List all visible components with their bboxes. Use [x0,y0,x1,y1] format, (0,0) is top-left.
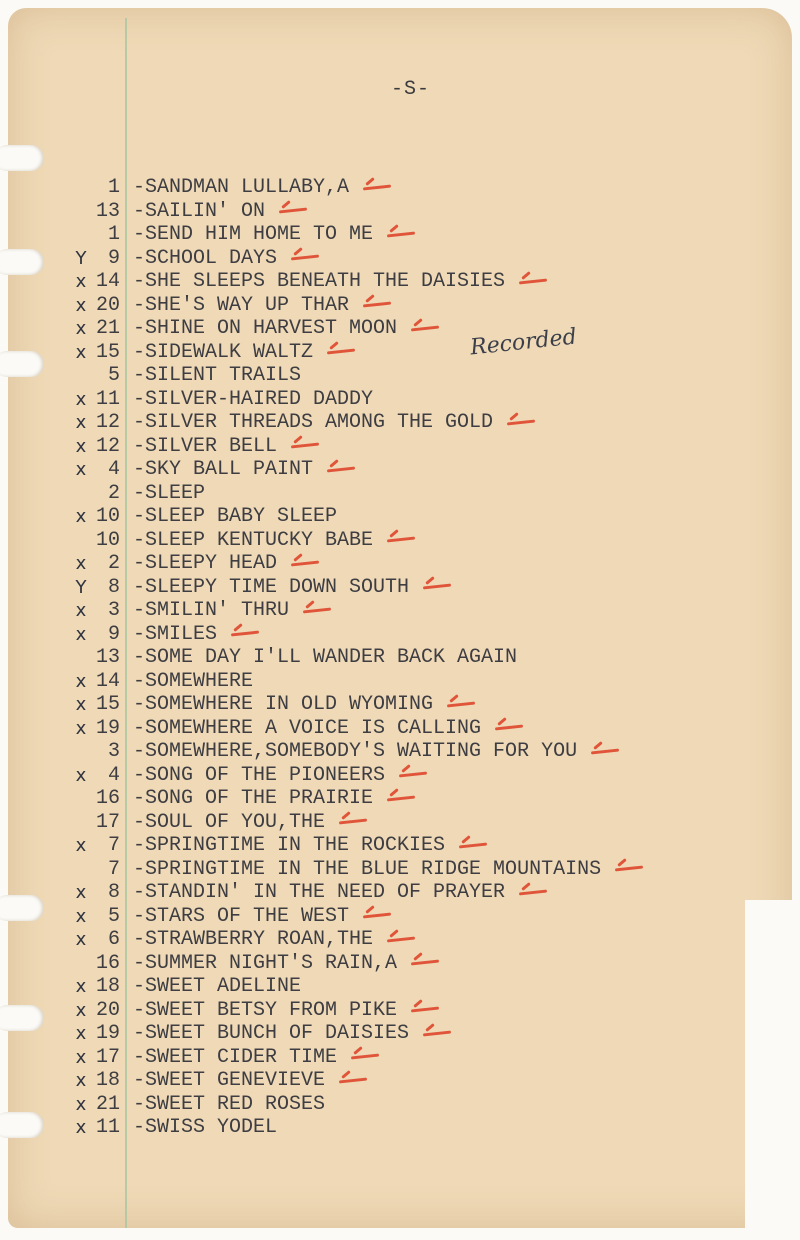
check-mark: x [75,882,87,903]
entry-number: 19 [95,716,120,740]
check-mark: x [75,835,87,856]
entry-number: 1 [107,223,120,246]
list-item [8,505,788,529]
red-check-icon [423,1028,451,1038]
check-mark: x [75,271,87,292]
song-title-text: -SHE SLEEPS BENEATH THE DAISIES [133,270,506,293]
entry-number: 12 [95,434,120,458]
entry-number: 5 [107,904,120,928]
red-check-icon [339,816,367,826]
red-check-icon [423,581,451,591]
check-mark: x [75,623,87,645]
red-check-icon [459,840,487,850]
song-title [133,411,535,435]
song-title [133,341,355,365]
song-title-text: -SCHOOL DAYS [133,246,278,270]
check-mark: x [75,764,87,786]
red-check-icon [363,910,391,920]
song-title-text: -SILENT TRAILS [133,364,302,387]
list-item [8,552,788,576]
red-check-icon [399,769,427,779]
song-title-text: -SLEEPY HEAD [133,552,278,575]
red-check-icon [447,699,475,709]
song-title-text: -SOMEWHERE A VOICE IS CALLING [133,716,482,740]
song-title-text: -SWEET CIDER TIME [133,1045,338,1069]
entry-number: 20 [95,998,120,1022]
check-mark: x [75,459,87,480]
list-item [8,341,788,365]
song-title-text: -SOUL OF YOU,THE [133,810,326,834]
song-title-text: -SONG OF THE PIONEERS [133,763,386,787]
song-title [133,200,307,224]
song-title [133,811,367,835]
song-title-text: -STANDIN' IN THE NEED OF PRAYER [133,881,506,904]
check-mark: x [75,553,87,574]
list-item [8,740,788,764]
entry-number: 11 [95,387,120,411]
list-item [8,1093,788,1117]
list-item [8,646,788,670]
paper-page [8,8,792,1228]
list-item [8,881,788,905]
song-title [133,787,415,811]
song-title [133,364,301,388]
entry-number: 15 [95,340,120,364]
check-mark: Y [75,576,87,598]
red-check-icon [231,628,259,638]
song-title-text: -SHINE ON HARVEST MOON [133,317,398,340]
list-item [8,294,788,318]
list-item [8,975,788,999]
song-title-text: -SEND HIM HOME TO ME [133,223,374,246]
entry-number: 7 [107,834,120,857]
red-check-icon [291,558,319,568]
entry-number: 15 [95,693,120,716]
song-title [133,717,523,741]
red-check-icon [387,793,415,803]
entry-number: 13 [95,199,120,223]
check-mark: x [75,600,87,621]
entry-number: 17 [95,1045,120,1069]
entry-number: 20 [95,293,120,317]
entry-number: 17 [95,810,120,834]
check-mark: x [75,1023,87,1044]
list-item [8,599,788,623]
song-title [133,928,415,952]
list-item [8,717,788,741]
song-title [133,576,451,600]
red-check-icon [411,957,439,967]
red-check-icon [339,1075,367,1085]
entry-number: 8 [107,575,120,599]
red-check-icon [519,276,547,286]
red-check-icon [387,934,415,944]
entry-number: 16 [95,787,120,810]
entry-number: 8 [107,881,120,904]
song-title [133,458,355,482]
song-title [133,975,301,999]
song-title [133,1046,379,1070]
check-mark: x [75,435,87,457]
entry-number: 2 [107,481,120,505]
check-mark: x [75,905,87,927]
red-check-icon [291,252,319,262]
entry-number: 16 [95,951,120,975]
song-title-text: -SILVER THREADS AMONG THE GOLD [133,411,494,434]
entry-number: 1 [107,176,120,199]
entry-number: 18 [95,1069,120,1092]
song-title-text: -SLEEP BABY SLEEP [133,505,338,528]
check-mark: x [75,717,87,739]
song-title-text: -SANDMAN LULLABY,A [133,176,350,199]
check-mark: x [75,694,87,715]
song-title [133,176,391,200]
song-title-text: -SWEET ADELINE [133,975,302,998]
list-item [8,529,788,553]
song-title-text: -SUMMER NIGHT'S RAIN,A [133,951,398,975]
song-title-text: -STARS OF THE WEST [133,904,350,928]
song-title [133,223,415,247]
list-item [8,858,788,882]
entry-number: 10 [95,505,120,528]
song-title-text: -SILVER-HAIRED DADDY [133,387,374,411]
song-title-text: -SLEEP KENTUCKY BABE [133,528,374,552]
song-title [133,529,415,553]
list-item [8,388,788,412]
song-title-text: -SOMEWHERE [133,669,254,693]
list-item [8,200,788,224]
song-title-text: -SPRINGTIME IN THE BLUE RIDGE MOUNTAINS [133,857,602,881]
red-check-icon [519,887,547,897]
punch-hole [0,145,44,171]
entry-number: 5 [107,364,120,387]
song-title [133,693,475,717]
song-title-text: -SWEET GENEVIEVE [133,1069,326,1092]
song-title [133,952,439,976]
entry-number: 2 [107,552,120,575]
song-title-text: -SLEEP [133,481,206,505]
song-title-text: -SONG OF THE PRAIRIE [133,787,374,810]
song-title [133,599,331,623]
list-item [8,787,788,811]
list-item [8,1046,788,1070]
song-title [133,740,619,764]
check-mark: x [75,1093,87,1115]
song-title [133,670,253,694]
entry-number: 9 [107,246,120,270]
song-title-text: -STRAWBERRY ROAN,THE [133,928,374,951]
song-title [133,764,427,788]
song-title-text: -SOMEWHERE IN OLD WYOMING [133,693,434,716]
song-title-text: -SLEEPY TIME DOWN SOUTH [133,575,410,599]
song-title-text: -SKY BALL PAINT [133,458,314,481]
song-title-text: -SWEET RED ROSES [133,1092,326,1116]
song-title-text: -SMILES [133,622,218,646]
list-item [8,411,788,435]
entry-number: 6 [107,928,120,951]
list-item [8,176,788,200]
song-title [133,1022,451,1046]
red-check-icon [615,863,643,873]
red-check-icon [387,534,415,544]
red-check-icon [387,229,415,239]
red-check-icon [363,299,391,309]
song-title-text: -SAILIN' ON [133,199,266,223]
red-check-icon [327,464,355,474]
red-check-icon [411,1004,439,1014]
list-item [8,670,788,694]
song-title [133,1069,367,1093]
check-mark: x [75,1070,87,1091]
page-header: -S- [391,78,431,101]
entry-number: 18 [95,975,120,998]
list-item [8,834,788,858]
song-title [133,247,319,271]
check-mark: x [75,929,87,950]
song-title-text: -SMILIN' THRU [133,599,290,622]
song-title [133,505,337,529]
list-item [8,952,788,976]
list-item [8,223,788,247]
entry-number: 7 [107,857,120,881]
red-check-icon [495,722,523,732]
song-title [133,270,547,294]
red-check-icon [291,440,319,450]
list-item [8,623,788,647]
check-mark: x [75,388,87,410]
check-mark: Y [75,247,87,269]
entry-number: 19 [95,1022,120,1045]
page-edge-notch [745,900,800,1240]
handwritten-annotation: Recorded [468,324,578,361]
list-item [8,247,788,271]
list-item [8,317,788,341]
song-title-text: -SIDEWALK WALTZ [133,340,314,364]
song-title [133,388,373,412]
song-title-text: -SPRINGTIME IN THE ROCKIES [133,834,446,857]
song-title [133,1093,325,1117]
red-check-icon [507,417,535,427]
list-item [8,905,788,929]
entry-number: 21 [95,1092,120,1116]
song-title-text: -SWEET BETSY FROM PIKE [133,998,398,1022]
list-item [8,364,788,388]
list-item [8,1069,788,1093]
list-item [8,482,788,506]
list-item [8,270,788,294]
list-item [8,928,788,952]
list-item [8,764,788,788]
song-title [133,999,439,1023]
song-title [133,834,487,858]
check-mark: x [75,976,87,997]
red-check-icon [351,1051,379,1061]
entry-number: 4 [107,763,120,787]
entry-number: 21 [95,317,120,340]
entry-number: 11 [95,1116,120,1139]
song-title [133,1116,277,1140]
song-title-text: -SOME DAY I'LL WANDER BACK AGAIN [133,646,518,669]
check-mark: x [75,670,87,692]
check-mark: x [75,1046,87,1068]
check-mark: x [75,341,87,363]
song-title [133,482,205,506]
check-mark: x [75,1117,87,1138]
entry-number: 3 [107,599,120,622]
check-mark: x [75,412,87,433]
song-title [133,858,643,882]
song-title-text: -SWISS YODEL [133,1116,278,1139]
list-item [8,1116,788,1140]
song-title [133,552,319,576]
entry-number: 10 [95,528,120,552]
song-title [133,905,391,929]
entry-number: 14 [95,270,120,293]
check-mark: x [75,999,87,1021]
song-title-text: -SOMEWHERE,SOMEBODY'S WAITING FOR YOU [133,740,578,763]
check-mark: x [75,506,87,527]
check-mark: x [75,318,87,339]
song-title [133,646,517,670]
entry-number: 4 [107,458,120,481]
entry-number: 9 [107,622,120,646]
list-item [8,693,788,717]
red-check-icon [591,746,619,756]
entry-number: 3 [107,740,120,763]
red-check-icon [363,182,391,192]
list-item [8,999,788,1023]
list-item [8,1022,788,1046]
song-title-text: -SILVER BELL [133,434,278,458]
list-item [8,458,788,482]
red-check-icon [279,205,307,215]
song-title [133,623,259,647]
red-check-icon [327,346,355,356]
song-title [133,294,391,318]
list-item [8,576,788,600]
entry-number: 12 [95,411,120,434]
entry-number: 14 [95,669,120,693]
song-title [133,435,319,459]
song-title [133,881,547,905]
check-mark: x [75,294,87,316]
song-title-text: -SWEET BUNCH OF DAISIES [133,1022,410,1045]
entry-number: 13 [95,646,120,669]
list-item [8,435,788,459]
list-item [8,811,788,835]
red-check-icon [411,323,439,333]
red-check-icon [303,605,331,615]
song-title [133,317,439,341]
song-title-text: -SHE'S WAY UP THAR [133,293,350,317]
